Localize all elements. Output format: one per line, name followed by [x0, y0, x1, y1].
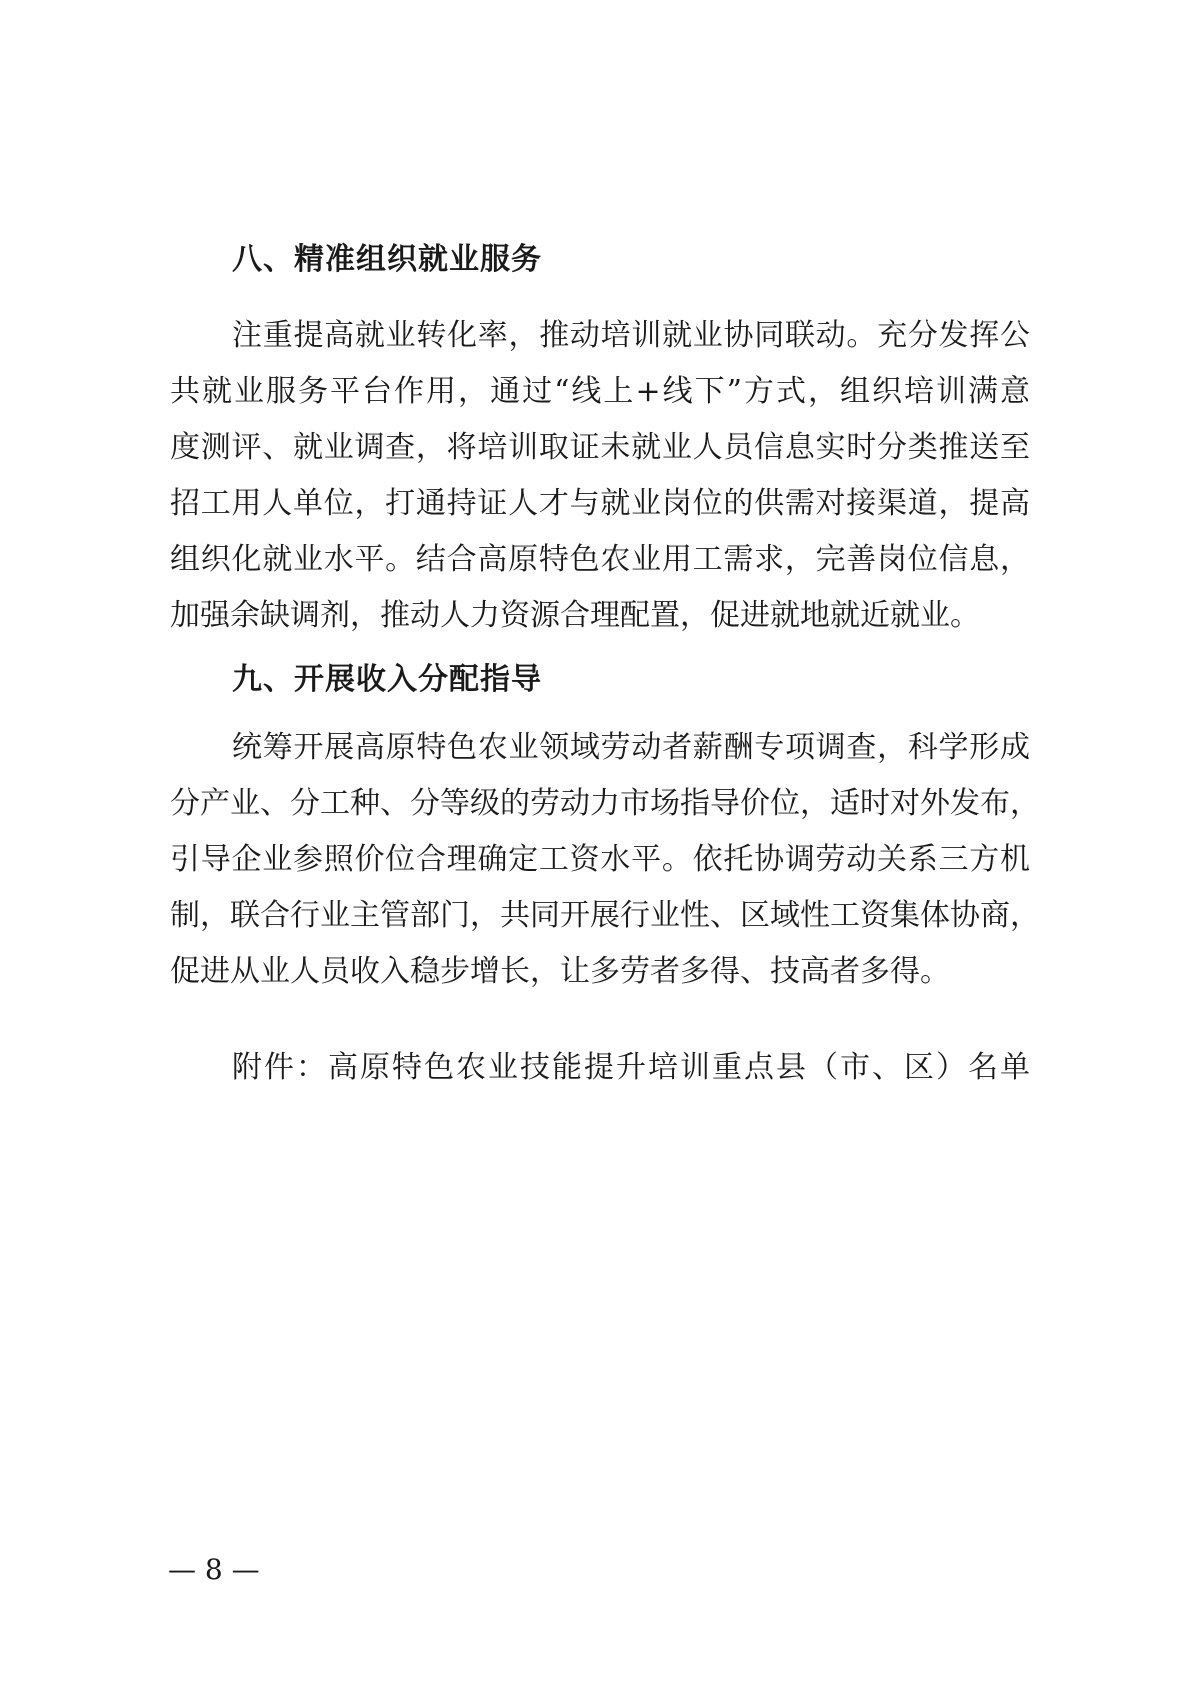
section-9: [170, 652, 1040, 1000]
section-9-line-4: 制，联合行业主管部门，共同开展行业性、区域性工资集体协商，: [170, 898, 1040, 933]
section-8-line-6: 加强余缺调剂，推动人力资源合理配置，促进就地就近就业。: [170, 598, 980, 633]
section-8-line-5: 组织化就业水平。结合高原特色农业用工需求，完善岗位信息，: [170, 542, 1030, 577]
section-9-line-2: 分产业、分工种、分等级的劳动力市场指导价位，适时对外发布，: [170, 786, 1040, 821]
page-number: — 8 —: [168, 1553, 260, 1586]
attachment-line: 附件：高原特色农业技能提升培训重点县（市、区）名单: [232, 1050, 1032, 1085]
section-8-line-2: 共就业服务平台作用，通过“线上+线下”方式，组织培训满意: [170, 374, 1030, 409]
section-8-line-1: 注重提高就业转化率，推动培训就业协同联动。充分发挥公: [232, 318, 1030, 353]
section-9-line-5: 促进从业人员收入稳步增长，让多劳者多得、技高者多得。: [170, 954, 950, 989]
section-9-heading: 九、开展收入分配指导: [232, 662, 542, 697]
section-8: [170, 232, 1030, 644]
section-8-heading: 八、精准组织就业服务: [232, 242, 542, 277]
section-8-line-3: 度测评、就业调查，将培训取证未就业人员信息实时分类推送至: [170, 430, 1030, 465]
section-9-line-3: 引导企业参照价位合理确定工资水平。依托协调劳动关系三方机: [170, 842, 1030, 877]
section-8-line-4: 招工用人单位，打通持证人才与就业岗位的供需对接渠道，提高: [170, 486, 1030, 521]
section-9-line-1: 统筹开展高原特色农业领域劳动者薪酬专项调查，科学形成: [232, 730, 1030, 765]
